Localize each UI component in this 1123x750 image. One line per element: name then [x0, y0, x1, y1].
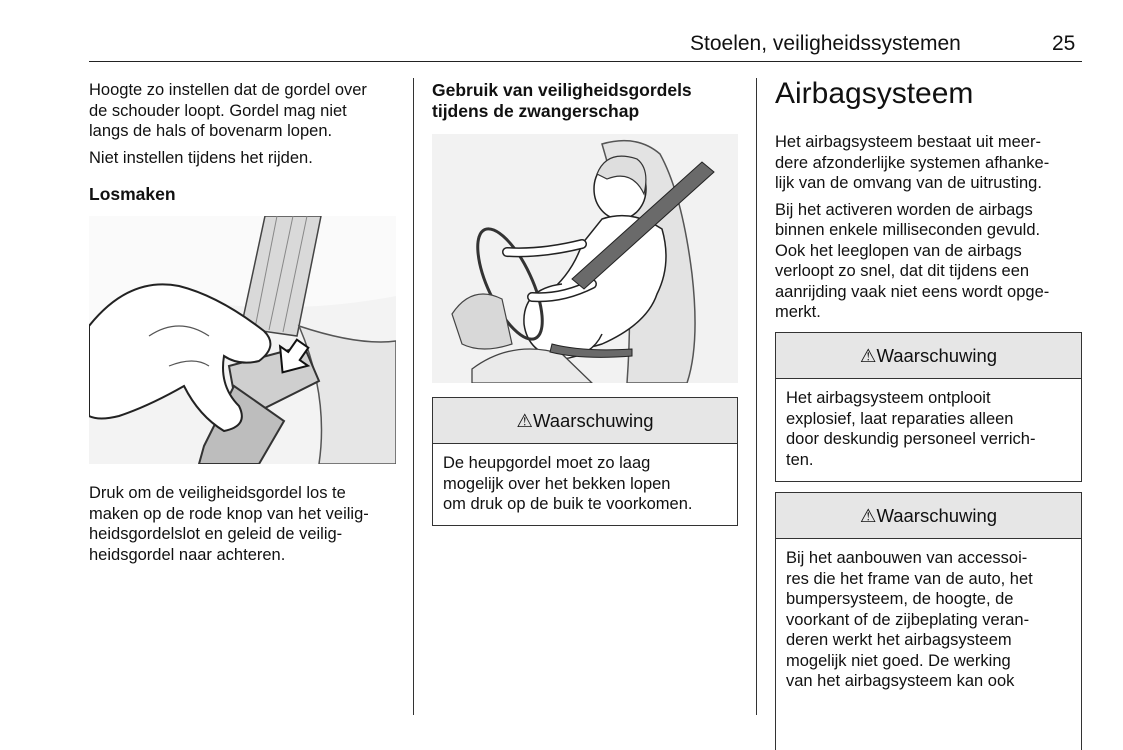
airbag-intro: [775, 132, 1082, 323]
header-divider: [89, 61, 1082, 62]
warning-box-airbag-accessories: [775, 492, 1082, 750]
illustration-pregnant-driver: [432, 134, 738, 383]
text-line: aanrijding vaak niet eens wordt opge-: [775, 282, 1050, 301]
text-line: maken op de rode knop van het veilig-: [89, 504, 369, 523]
text-line: explosief, laat reparaties alleen: [786, 409, 1014, 428]
text-line: Bij het activeren worden de airbags: [775, 200, 1033, 219]
text-line: om druk op de buik te voorkomen.: [443, 495, 693, 513]
column-divider-1: [413, 78, 414, 715]
column-divider-2: [756, 78, 757, 715]
text-line: mogelijk niet goed. De werking: [786, 651, 1011, 670]
warning-box-pregnancy: [432, 397, 738, 526]
text-line: res die het frame van de auto, het: [786, 569, 1033, 588]
text-line: de schouder loopt. Gordel mag niet: [89, 101, 347, 120]
section-title-airbagsysteem: Airbagsysteem: [775, 77, 974, 110]
warning-title: ⚠Waarschuwing: [433, 398, 737, 444]
text-line: bumpersysteem, de hoogte, de: [786, 590, 1014, 608]
text-line: van het airbagsysteem kan ook: [786, 672, 1015, 690]
text-line: mogelijk over het bekken lopen: [443, 474, 671, 493]
text-line: binnen enkele milliseconden gevuld.: [775, 221, 1041, 239]
text-line: deren werkt het airbagsysteem: [786, 631, 1012, 649]
warning-box-airbag-explosive: [775, 332, 1082, 482]
text-line: langs de hals of bovenarm lopen.: [89, 122, 333, 140]
text-line: Het airbagsysteem bestaat uit meer-: [775, 133, 1041, 151]
section-heading-pregnancy: [432, 80, 738, 122]
text-line: verloopt zo snel, dat dit tijdens een: [775, 262, 1030, 280]
page-number: 25: [1052, 32, 1076, 55]
text-line: Hoogte zo instellen dat de gordel over: [89, 81, 367, 99]
text-line: voorkant of de zijbeplating veran-: [786, 610, 1030, 629]
buckle-release-drawing: [89, 216, 396, 464]
heading-line: tijdens de zwangerschap: [432, 101, 640, 121]
text-line: heidsgordelslot en geleid de veilig-: [89, 525, 343, 543]
text-line: door deskundig personeel verrich-: [786, 430, 1036, 448]
text-line: ten.: [786, 450, 814, 469]
running-header-title: Stoelen, veiligheidssystemen: [690, 32, 961, 55]
text-line: Ook het leeglopen van de airbags: [775, 241, 1022, 260]
text-line: Niet instellen tijdens het rijden.: [89, 148, 313, 167]
text-line: Het airbagsysteem ontplooit: [786, 389, 991, 407]
caption-release: [89, 483, 396, 565]
heading-line: Gebruik van veiligheidsgordels: [432, 80, 692, 100]
text-line: merkt.: [775, 303, 821, 321]
column-1-intro: [89, 80, 396, 168]
warning-title: ⚠Waarschuwing: [776, 493, 1081, 539]
text-line: lijk van de omvang van de uitrusting.: [775, 174, 1042, 192]
text-line: heidsgordel naar achteren.: [89, 545, 286, 564]
warning-title: ⚠Waarschuwing: [776, 333, 1081, 379]
section-heading-losmaken: Losmaken: [89, 184, 176, 204]
text-line: De heupgordel moet zo laag: [443, 454, 651, 472]
pregnant-driver-drawing: [432, 134, 738, 383]
text-line: Bij het aanbouwen van accessoi-: [786, 549, 1028, 567]
warning-text: [776, 379, 1081, 470]
warning-text: [776, 539, 1081, 692]
warning-text: [433, 444, 737, 515]
illustration-buckle-release: [89, 216, 396, 464]
text-line: dere afzonderlijke systemen afhanke-: [775, 153, 1050, 172]
text-line: Druk om de veiligheidsgordel los te: [89, 484, 346, 502]
